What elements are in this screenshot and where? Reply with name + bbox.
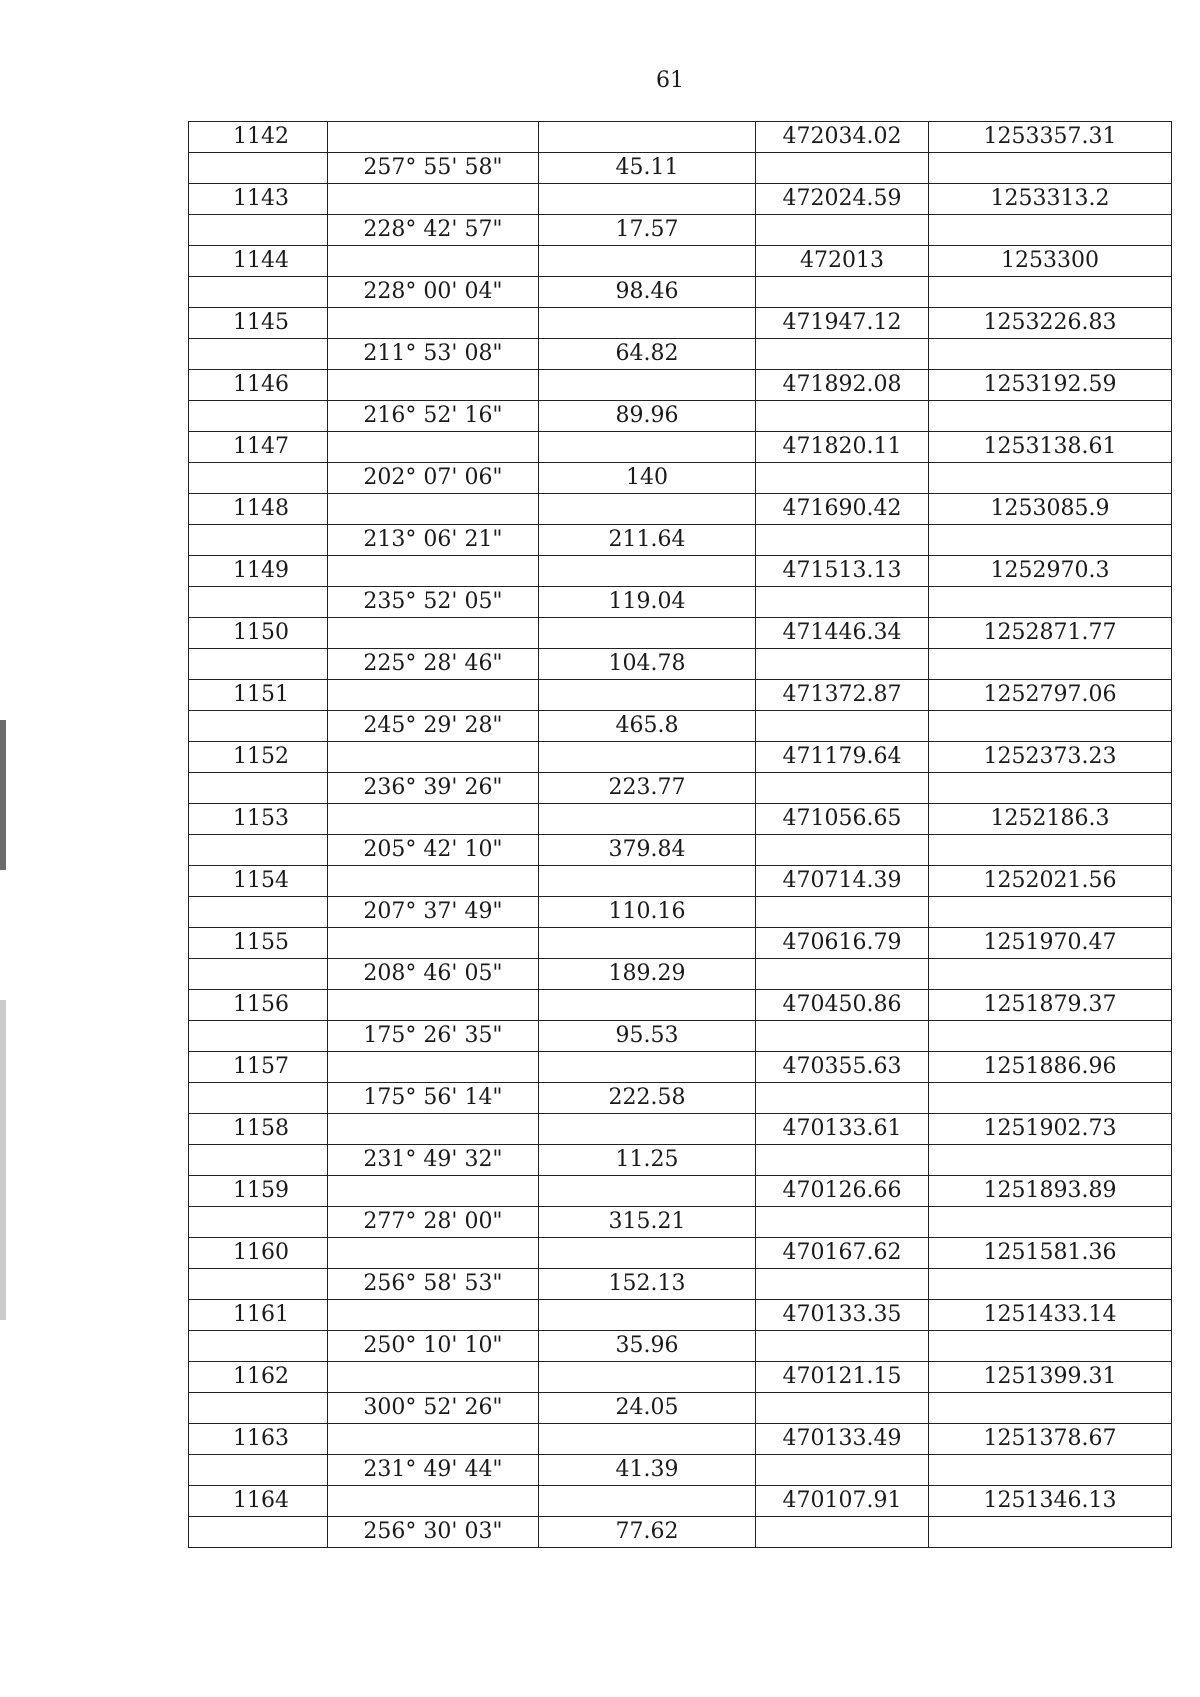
table-row <box>189 897 1172 928</box>
distance-cell <box>539 804 756 835</box>
table-row <box>189 1393 1172 1424</box>
table-row <box>189 618 1172 649</box>
distance-cell: 223.77 <box>539 773 756 804</box>
distance-cell <box>539 866 756 897</box>
bearing-cell: 202° 07' 06" <box>328 463 539 494</box>
northing-cell <box>756 773 929 804</box>
northing-cell <box>756 1021 929 1052</box>
bearing-cell <box>328 618 539 649</box>
bearing-cell <box>328 1052 539 1083</box>
distance-cell: 77.62 <box>539 1517 756 1548</box>
distance-cell: 465.8 <box>539 711 756 742</box>
distance-cell <box>539 1114 756 1145</box>
northing-cell: 470450.86 <box>756 990 929 1021</box>
bearing-cell: 216° 52' 16" <box>328 401 539 432</box>
northing-cell: 471820.11 <box>756 432 929 463</box>
point-number-cell <box>189 649 328 680</box>
bearing-cell: 235° 52' 05" <box>328 587 539 618</box>
bearing-cell <box>328 432 539 463</box>
easting-cell <box>929 1331 1172 1362</box>
point-number-cell <box>189 959 328 990</box>
northing-cell <box>756 649 929 680</box>
bearing-cell <box>328 1176 539 1207</box>
point-number-cell: 1151 <box>189 680 328 711</box>
point-number-cell <box>189 1207 328 1238</box>
bearing-cell: 228° 00' 04" <box>328 277 539 308</box>
distance-cell: 24.05 <box>539 1393 756 1424</box>
easting-cell <box>929 1517 1172 1548</box>
northing-cell <box>756 1517 929 1548</box>
point-number-cell: 1160 <box>189 1238 328 1269</box>
point-number-cell <box>189 1517 328 1548</box>
northing-cell: 471179.64 <box>756 742 929 773</box>
distance-cell <box>539 556 756 587</box>
northing-cell <box>756 1455 929 1486</box>
table-row <box>189 401 1172 432</box>
distance-cell <box>539 494 756 525</box>
bearing-cell: 175° 56' 14" <box>328 1083 539 1114</box>
bearing-cell <box>328 928 539 959</box>
easting-cell: 1253313.2 <box>929 184 1172 215</box>
bearing-cell: 256° 30' 03" <box>328 1517 539 1548</box>
table-row <box>189 773 1172 804</box>
northing-cell <box>756 1331 929 1362</box>
northing-cell <box>756 215 929 246</box>
point-number-cell: 1144 <box>189 246 328 277</box>
easting-cell: 1252797.06 <box>929 680 1172 711</box>
northing-cell <box>756 1269 929 1300</box>
distance-cell: 11.25 <box>539 1145 756 1176</box>
point-number-cell <box>189 711 328 742</box>
distance-cell <box>539 432 756 463</box>
bearing-cell <box>328 122 539 153</box>
easting-cell: 1253226.83 <box>929 308 1172 339</box>
bearing-cell: 300° 52' 26" <box>328 1393 539 1424</box>
table-row <box>189 1362 1172 1393</box>
easting-cell: 1251378.67 <box>929 1424 1172 1455</box>
bearing-cell <box>328 1300 539 1331</box>
table-row <box>189 804 1172 835</box>
point-number-cell: 1150 <box>189 618 328 649</box>
distance-cell: 110.16 <box>539 897 756 928</box>
table-row <box>189 153 1172 184</box>
easting-cell <box>929 711 1172 742</box>
table-row <box>189 432 1172 463</box>
northing-cell: 471892.08 <box>756 370 929 401</box>
table-row <box>189 277 1172 308</box>
northing-cell <box>756 587 929 618</box>
bearing-cell: 208° 46' 05" <box>328 959 539 990</box>
northing-cell <box>756 1393 929 1424</box>
distance-cell: 315.21 <box>539 1207 756 1238</box>
table-row <box>189 308 1172 339</box>
table-row <box>189 711 1172 742</box>
bearing-cell: 175° 26' 35" <box>328 1021 539 1052</box>
point-number-cell <box>189 835 328 866</box>
point-number-cell: 1148 <box>189 494 328 525</box>
northing-cell <box>756 1207 929 1238</box>
scan-edge-shadow <box>0 1000 6 1320</box>
survey-coordinates-table <box>188 121 1172 1548</box>
table-row <box>189 184 1172 215</box>
easting-cell <box>929 959 1172 990</box>
bearing-cell: 225° 28' 46" <box>328 649 539 680</box>
distance-cell <box>539 308 756 339</box>
table-row <box>189 1424 1172 1455</box>
easting-cell <box>929 1145 1172 1176</box>
northing-cell <box>756 1083 929 1114</box>
table-row <box>189 246 1172 277</box>
point-number-cell: 1157 <box>189 1052 328 1083</box>
point-number-cell: 1154 <box>189 866 328 897</box>
point-number-cell <box>189 277 328 308</box>
table-row <box>189 649 1172 680</box>
distance-cell <box>539 1362 756 1393</box>
northing-cell: 470714.39 <box>756 866 929 897</box>
northing-cell: 470355.63 <box>756 1052 929 1083</box>
easting-cell <box>929 153 1172 184</box>
northing-cell: 470121.15 <box>756 1362 929 1393</box>
distance-cell: 222.58 <box>539 1083 756 1114</box>
bearing-cell: 231° 49' 44" <box>328 1455 539 1486</box>
table-row <box>189 525 1172 556</box>
table-row <box>189 1455 1172 1486</box>
northing-cell: 470126.66 <box>756 1176 929 1207</box>
table-row <box>189 1269 1172 1300</box>
point-number-cell <box>189 1145 328 1176</box>
distance-cell: 140 <box>539 463 756 494</box>
northing-cell <box>756 277 929 308</box>
northing-cell <box>756 711 929 742</box>
distance-cell: 64.82 <box>539 339 756 370</box>
northing-cell <box>756 525 929 556</box>
table-row <box>189 928 1172 959</box>
easting-cell <box>929 587 1172 618</box>
easting-cell: 1252021.56 <box>929 866 1172 897</box>
easting-cell: 1252186.3 <box>929 804 1172 835</box>
table-row <box>189 1517 1172 1548</box>
point-number-cell: 1163 <box>189 1424 328 1455</box>
easting-cell <box>929 1083 1172 1114</box>
easting-cell <box>929 1207 1172 1238</box>
distance-cell <box>539 928 756 959</box>
northing-cell: 471690.42 <box>756 494 929 525</box>
easting-cell: 1253138.61 <box>929 432 1172 463</box>
table-row <box>189 1486 1172 1517</box>
table-row <box>189 587 1172 618</box>
easting-cell: 1251902.73 <box>929 1114 1172 1145</box>
easting-cell: 1251886.96 <box>929 1052 1172 1083</box>
northing-cell <box>756 153 929 184</box>
point-number-cell <box>189 897 328 928</box>
northing-cell <box>756 897 929 928</box>
point-number-cell <box>189 463 328 494</box>
point-number-cell: 1156 <box>189 990 328 1021</box>
northing-cell: 471513.13 <box>756 556 929 587</box>
table-row <box>189 1176 1172 1207</box>
easting-cell <box>929 1021 1172 1052</box>
distance-cell: 119.04 <box>539 587 756 618</box>
point-number-cell <box>189 1393 328 1424</box>
northing-cell: 470133.35 <box>756 1300 929 1331</box>
table-row <box>189 339 1172 370</box>
northing-cell: 470133.49 <box>756 1424 929 1455</box>
distance-cell <box>539 1176 756 1207</box>
point-number-cell <box>189 525 328 556</box>
distance-cell: 17.57 <box>539 215 756 246</box>
easting-cell <box>929 339 1172 370</box>
point-number-cell: 1164 <box>189 1486 328 1517</box>
northing-cell: 471446.34 <box>756 618 929 649</box>
point-number-cell: 1147 <box>189 432 328 463</box>
easting-cell <box>929 1393 1172 1424</box>
point-number-cell <box>189 401 328 432</box>
table-row <box>189 1331 1172 1362</box>
table-row <box>189 556 1172 587</box>
northing-cell <box>756 959 929 990</box>
point-number-cell: 1142 <box>189 122 328 153</box>
table-row <box>189 1021 1172 1052</box>
easting-cell <box>929 277 1172 308</box>
bearing-cell <box>328 1238 539 1269</box>
point-number-cell: 1152 <box>189 742 328 773</box>
easting-cell: 1252871.77 <box>929 618 1172 649</box>
point-number-cell: 1146 <box>189 370 328 401</box>
point-number-cell: 1153 <box>189 804 328 835</box>
point-number-cell: 1162 <box>189 1362 328 1393</box>
easting-cell: 1251399.31 <box>929 1362 1172 1393</box>
bearing-cell <box>328 1114 539 1145</box>
point-number-cell: 1143 <box>189 184 328 215</box>
bearing-cell <box>328 1486 539 1517</box>
distance-cell: 98.46 <box>539 277 756 308</box>
bearing-cell <box>328 990 539 1021</box>
bearing-cell: 245° 29' 28" <box>328 711 539 742</box>
point-number-cell: 1155 <box>189 928 328 959</box>
distance-cell: 189.29 <box>539 959 756 990</box>
bearing-cell <box>328 246 539 277</box>
northing-cell: 471372.87 <box>756 680 929 711</box>
northing-cell: 471947.12 <box>756 308 929 339</box>
point-number-cell <box>189 773 328 804</box>
table-row <box>189 742 1172 773</box>
easting-cell: 1251433.14 <box>929 1300 1172 1331</box>
distance-cell: 35.96 <box>539 1331 756 1362</box>
easting-cell: 1253300 <box>929 246 1172 277</box>
bearing-cell <box>328 742 539 773</box>
northing-cell <box>756 401 929 432</box>
point-number-cell <box>189 1455 328 1486</box>
northing-cell: 470616.79 <box>756 928 929 959</box>
point-number-cell <box>189 1021 328 1052</box>
easting-cell <box>929 649 1172 680</box>
table-row <box>189 122 1172 153</box>
northing-cell: 472034.02 <box>756 122 929 153</box>
distance-cell <box>539 184 756 215</box>
table-row <box>189 866 1172 897</box>
table-row <box>189 1114 1172 1145</box>
distance-cell <box>539 1052 756 1083</box>
bearing-cell <box>328 866 539 897</box>
bearing-cell <box>328 184 539 215</box>
bearing-cell: 231° 49' 32" <box>328 1145 539 1176</box>
bearing-cell: 256° 58' 53" <box>328 1269 539 1300</box>
table-row <box>189 1083 1172 1114</box>
table-row <box>189 463 1172 494</box>
easting-cell: 1253357.31 <box>929 122 1172 153</box>
bearing-cell: 236° 39' 26" <box>328 773 539 804</box>
point-number-cell <box>189 339 328 370</box>
easting-cell <box>929 215 1172 246</box>
northing-cell: 470133.61 <box>756 1114 929 1145</box>
bearing-cell: 228° 42' 57" <box>328 215 539 246</box>
distance-cell <box>539 742 756 773</box>
easting-cell <box>929 835 1172 866</box>
easting-cell <box>929 401 1172 432</box>
easting-cell: 1251893.89 <box>929 1176 1172 1207</box>
bearing-cell <box>328 494 539 525</box>
easting-cell <box>929 525 1172 556</box>
point-number-cell <box>189 1083 328 1114</box>
bearing-cell <box>328 804 539 835</box>
distance-cell <box>539 1300 756 1331</box>
easting-cell <box>929 1455 1172 1486</box>
easting-cell: 1251879.37 <box>929 990 1172 1021</box>
bearing-cell: 207° 37' 49" <box>328 897 539 928</box>
distance-cell <box>539 1238 756 1269</box>
point-number-cell: 1149 <box>189 556 328 587</box>
northing-cell <box>756 1145 929 1176</box>
table-row <box>189 215 1172 246</box>
bearing-cell: 257° 55' 58" <box>328 153 539 184</box>
bearing-cell <box>328 308 539 339</box>
northing-cell: 471056.65 <box>756 804 929 835</box>
point-number-cell <box>189 215 328 246</box>
bearing-cell <box>328 680 539 711</box>
table-row <box>189 990 1172 1021</box>
northing-cell <box>756 835 929 866</box>
table-row <box>189 1052 1172 1083</box>
bearing-cell <box>328 556 539 587</box>
table-row <box>189 1207 1172 1238</box>
distance-cell <box>539 122 756 153</box>
bearing-cell <box>328 1424 539 1455</box>
distance-cell <box>539 1486 756 1517</box>
distance-cell: 45.11 <box>539 153 756 184</box>
bearing-cell: 277° 28' 00" <box>328 1207 539 1238</box>
northing-cell: 472013 <box>756 246 929 277</box>
easting-cell: 1252970.3 <box>929 556 1172 587</box>
point-number-cell <box>189 153 328 184</box>
bearing-cell: 205° 42' 10" <box>328 835 539 866</box>
page-number: 61 <box>656 68 684 93</box>
easting-cell: 1251970.47 <box>929 928 1172 959</box>
bearing-cell: 211° 53' 08" <box>328 339 539 370</box>
distance-cell: 152.13 <box>539 1269 756 1300</box>
distance-cell: 379.84 <box>539 835 756 866</box>
point-number-cell: 1159 <box>189 1176 328 1207</box>
table-row <box>189 1145 1172 1176</box>
table-row <box>189 959 1172 990</box>
easting-cell <box>929 463 1172 494</box>
table-body <box>189 122 1172 1548</box>
distance-cell: 89.96 <box>539 401 756 432</box>
table-row <box>189 1300 1172 1331</box>
table-row <box>189 370 1172 401</box>
easting-cell: 1251581.36 <box>929 1238 1172 1269</box>
table-row <box>189 680 1172 711</box>
easting-cell: 1253192.59 <box>929 370 1172 401</box>
northing-cell: 470167.62 <box>756 1238 929 1269</box>
northing-cell: 472024.59 <box>756 184 929 215</box>
easting-cell: 1253085.9 <box>929 494 1172 525</box>
distance-cell <box>539 990 756 1021</box>
table-row <box>189 835 1172 866</box>
table-row <box>189 494 1172 525</box>
distance-cell <box>539 246 756 277</box>
point-number-cell <box>189 1269 328 1300</box>
bearing-cell: 250° 10' 10" <box>328 1331 539 1362</box>
bearing-cell <box>328 370 539 401</box>
easting-cell <box>929 1269 1172 1300</box>
distance-cell: 41.39 <box>539 1455 756 1486</box>
point-number-cell: 1145 <box>189 308 328 339</box>
distance-cell: 211.64 <box>539 525 756 556</box>
northing-cell <box>756 463 929 494</box>
scan-edge-shadow <box>0 720 6 870</box>
distance-cell: 104.78 <box>539 649 756 680</box>
easting-cell: 1251346.13 <box>929 1486 1172 1517</box>
distance-cell <box>539 618 756 649</box>
northing-cell: 470107.91 <box>756 1486 929 1517</box>
point-number-cell <box>189 587 328 618</box>
table-row <box>189 1238 1172 1269</box>
northing-cell <box>756 339 929 370</box>
easting-cell: 1252373.23 <box>929 742 1172 773</box>
point-number-cell: 1158 <box>189 1114 328 1145</box>
bearing-cell <box>328 1362 539 1393</box>
easting-cell <box>929 897 1172 928</box>
distance-cell <box>539 370 756 401</box>
easting-cell <box>929 773 1172 804</box>
point-number-cell: 1161 <box>189 1300 328 1331</box>
distance-cell <box>539 1424 756 1455</box>
distance-cell <box>539 680 756 711</box>
point-number-cell <box>189 1331 328 1362</box>
distance-cell: 95.53 <box>539 1021 756 1052</box>
bearing-cell: 213° 06' 21" <box>328 525 539 556</box>
